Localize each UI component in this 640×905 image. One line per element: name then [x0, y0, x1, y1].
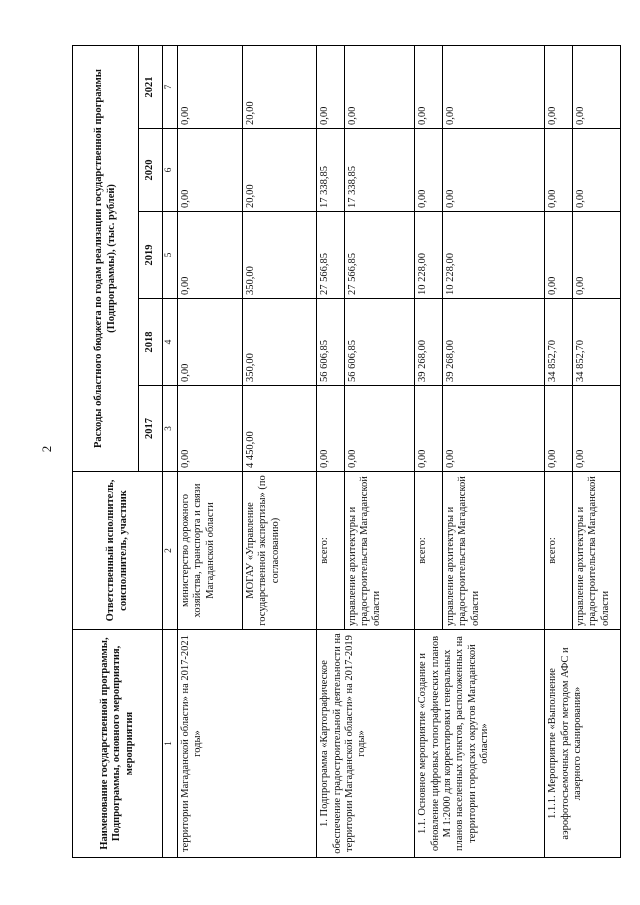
program-name-cell: 1.1.1. Мероприятие «Выполнение аэрофотосъемочных работ методом АФС и лазерного сканирования»	[545, 630, 621, 858]
value-cell: 350,00	[243, 299, 317, 386]
value-cell: 27 566,85	[344, 212, 415, 299]
value-cell: 0,00	[545, 212, 572, 299]
value-cell: 0,00	[177, 212, 242, 299]
value-cell: 34 852,70	[545, 299, 572, 386]
column-number: 6	[163, 129, 178, 212]
program-name-cell: территории Магаданской области» на 2017-2021 годы»	[177, 630, 316, 858]
value-cell: 0,00	[177, 129, 242, 212]
value-cell: 0,00	[317, 46, 344, 129]
program-name-cell: 1.1. Основное мероприятие «Создание и обновление цифровых топографических планов М 1:2000 для корректировки генеральных планов населенных пунктов, расположенных на территории городских округов Магаданской области»	[415, 630, 545, 858]
rotated-table-wrapper	[72, 46, 621, 858]
executor-cell: всего:	[545, 472, 572, 630]
value-cell: 0,00	[572, 46, 620, 129]
value-cell: 0,00	[442, 386, 545, 472]
executor-cell: всего:	[415, 472, 442, 630]
value-cell: 17 338,85	[344, 129, 415, 212]
header-year: 2018	[139, 299, 163, 386]
column-number: 2	[163, 472, 178, 630]
value-cell: 4 450,00	[243, 386, 317, 472]
table-row	[317, 46, 344, 858]
value-cell: 20,00	[243, 129, 317, 212]
page-number: 2	[39, 445, 54, 453]
value-cell: 10 228,00	[442, 212, 545, 299]
table-row	[177, 46, 242, 858]
value-cell: 39 268,00	[415, 299, 442, 386]
value-cell: 27 566,85	[317, 212, 344, 299]
column-number: 1	[163, 630, 178, 858]
table-row	[415, 46, 442, 858]
value-cell: 0,00	[177, 46, 242, 129]
header-executor: Ответственный исполнитель, соисполнитель, участник	[73, 472, 163, 630]
header-year: 2021	[139, 46, 163, 129]
value-cell: 34 852,70	[572, 299, 620, 386]
value-cell: 0,00	[177, 299, 242, 386]
value-cell: 0,00	[415, 46, 442, 129]
value-cell: 39 268,00	[442, 299, 545, 386]
value-cell: 0,00	[572, 386, 620, 472]
value-cell: 0,00	[545, 46, 572, 129]
header-year: 2017	[139, 386, 163, 472]
value-cell: 0,00	[415, 129, 442, 212]
header-program-name: Наименование государственной программы, Подпрограммы, основного мероприятия, мероприятия	[73, 630, 163, 858]
executor-cell: управление архитектуры и градостроительства Магаданской области	[344, 472, 415, 630]
executor-cell: управление архитектуры и градостроительства Магаданской области	[572, 472, 620, 630]
table-row	[545, 46, 572, 858]
value-cell: 56 606,85	[317, 299, 344, 386]
column-number: 4	[163, 299, 178, 386]
header-year: 2019	[139, 212, 163, 299]
value-cell: 0,00	[442, 46, 545, 129]
column-number: 7	[163, 46, 178, 129]
executor-cell: управление архитектуры и градостроительства Магаданской области	[442, 472, 545, 630]
value-cell: 0,00	[545, 129, 572, 212]
value-cell: 0,00	[317, 386, 344, 472]
budget-table	[72, 45, 621, 858]
column-number: 3	[163, 386, 178, 472]
value-cell: 0,00	[545, 386, 572, 472]
value-cell: 0,00	[344, 46, 415, 129]
value-cell: 350,00	[243, 212, 317, 299]
header-expenses: Расходы областного бюджета по годам реализации государственной программы (Подпрограммы), (тыс. рублей)	[73, 46, 139, 472]
value-cell: 17 338,85	[317, 129, 344, 212]
header-year: 2020	[139, 129, 163, 212]
value-cell: 10 228,00	[415, 212, 442, 299]
value-cell: 0,00	[415, 386, 442, 472]
executor-cell: всего:	[317, 472, 344, 630]
value-cell: 0,00	[442, 129, 545, 212]
executor-cell: министерство дорожного хозяйства, транспорта и связи Магаданской области	[177, 472, 242, 630]
program-name-cell: 1. Подпрограмма «Картографическое обеспечение градостроительной деятельности на территории Магаданской области» на 2017-2019 годы»	[317, 630, 415, 858]
column-number: 5	[163, 212, 178, 299]
value-cell: 0,00	[572, 212, 620, 299]
value-cell: 20,00	[243, 46, 317, 129]
value-cell: 0,00	[344, 386, 415, 472]
value-cell: 56 606,85	[344, 299, 415, 386]
executor-cell: МОГАУ «Управление государственной экспертизы» (по согласованию)	[243, 472, 317, 630]
value-cell: 0,00	[572, 129, 620, 212]
value-cell: 0,00	[177, 386, 242, 472]
